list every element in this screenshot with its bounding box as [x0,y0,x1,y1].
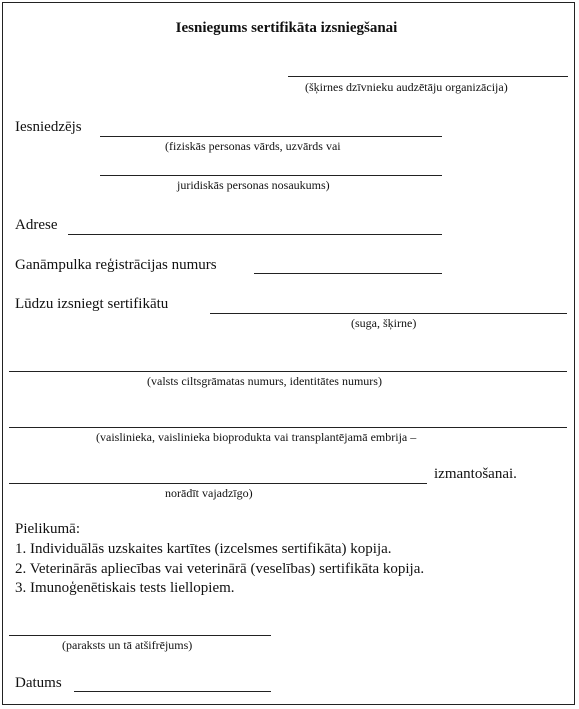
attachment-item-2: 2. Veterinārās apliecības vai veterinārā (veselības) sertifikāta kopija. [15,561,425,577]
species-breed-line[interactable] [210,313,567,314]
use-line-2[interactable] [9,483,427,484]
request-label: Lūdzu izsniegt sertifikātu [15,296,169,312]
address-label: Adrese [15,217,58,233]
organization-line[interactable] [288,76,568,77]
applicant-caption-1: (fiziskās personas vārds, uzvārds vai [165,139,341,153]
applicant-label: Iesniedzējs [15,119,82,135]
species-breed-caption: (suga, šķirne) [351,316,417,330]
address-line[interactable] [68,234,442,235]
studbook-caption: (valsts ciltsgrāmatas numurs, identitātes numurs) [147,374,382,388]
date-label: Datums [15,675,62,691]
organization-caption: (šķirnes dzīvnieku audzētāju organizācija) [305,80,508,94]
attachment-item-1: 1. Individuālās uzskaites kartītes (izcelsmes sertifikāta) kopija. [15,541,392,557]
signature-caption: (paraksts un tā atšifrējums) [62,638,193,652]
applicant-line-2[interactable] [100,175,442,176]
studbook-line[interactable] [9,371,567,372]
form-frame [2,2,575,705]
applicant-line-1[interactable] [100,136,442,137]
use-caption-2: norādīt vajadzīgo) [165,486,253,500]
use-suffix: izmantošanai. [434,466,517,482]
applicant-caption-2: juridiskās personas nosaukums) [177,178,330,192]
attachments-heading: Pielikumā: [15,521,80,537]
herd-registration-line[interactable] [254,273,442,274]
use-caption-1: (vaislinieka, vaislinieka bioprodukta vai transplantējamā embrija – [96,430,417,444]
date-line[interactable] [74,691,271,692]
herd-registration-label: Ganāmpulka reģistrācijas numurs [15,257,217,273]
use-line-1[interactable] [9,427,567,428]
signature-line[interactable] [9,635,271,636]
attachment-item-3: 3. Imunoģenētiskais tests liellopiem. [15,580,235,596]
form-title: Iesniegums sertifikāta izsniegšanai [175,20,398,36]
